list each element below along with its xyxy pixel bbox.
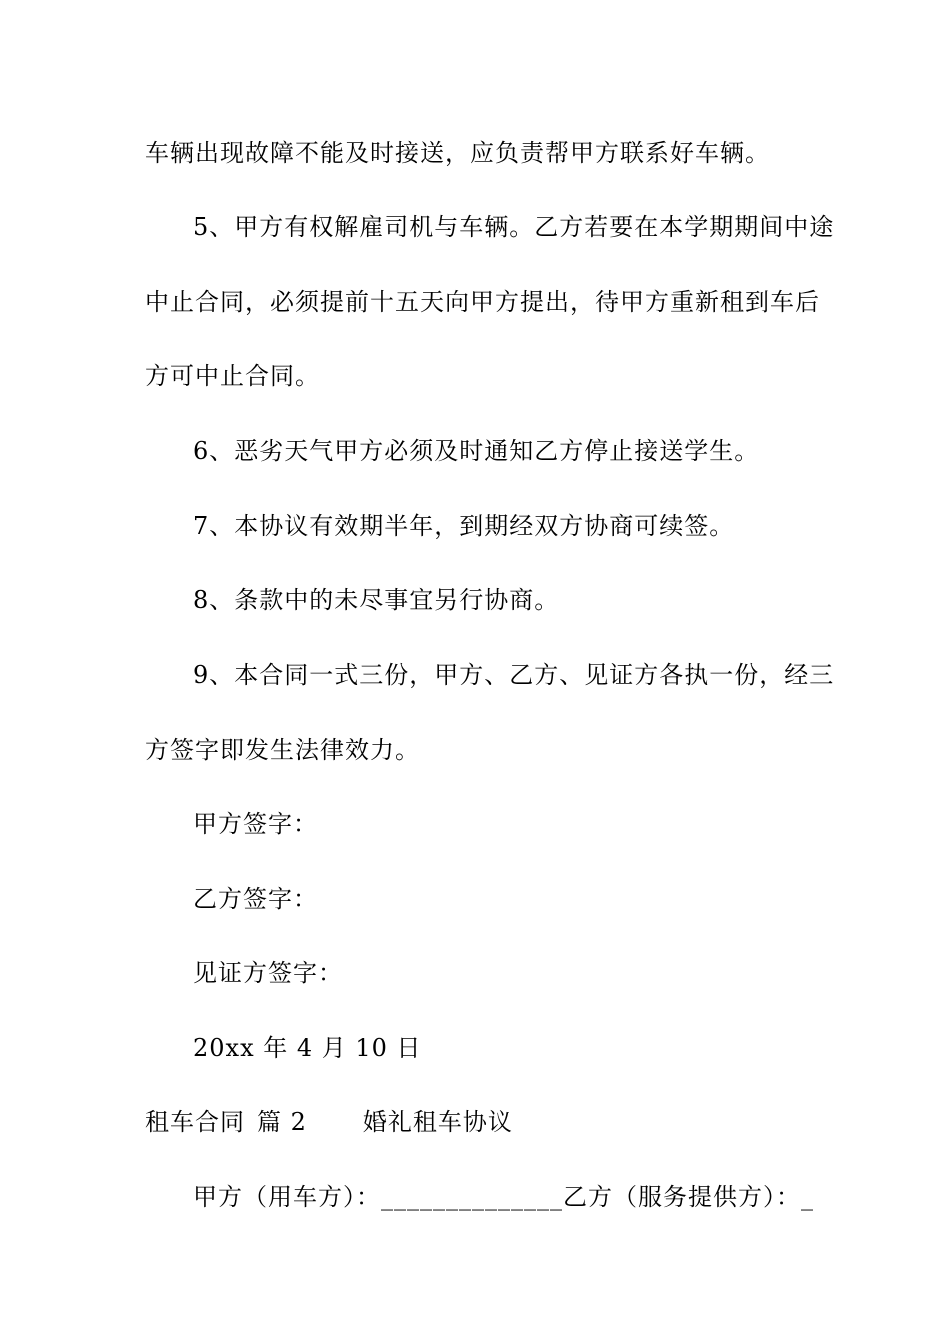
heading-part: 篇 2 [257,1108,307,1136]
parties-line [193,1182,814,1212]
clause-9: 9、本合同一式三份，甲方、乙方、见证方各执一份，经三 [193,661,835,689]
section-heading [145,1107,513,1137]
party-b-label: 乙方（服务提供方）： [563,1183,801,1211]
witness-signature: 见证方签字： [193,959,343,987]
party-b-signature: 乙方签字： [193,885,318,913]
text-line: 车辆出现故障不能及时接送，应负责帮甲方联系好车辆。 [145,139,770,167]
text-line: 中止合同，必须提前十五天向甲方提出，待甲方重新租到车后 [145,288,820,316]
heading-subtitle: 婚礼租车协议 [362,1108,513,1136]
signing-date: 20xx 年 4 月 10 日 [193,1034,422,1062]
party-a-label: 甲方（用车方）： [193,1183,381,1211]
clause-7: 7、本协议有效期半年，到期经双方协商可续签。 [193,512,735,540]
text-line: 方签字即发生法律效力。 [145,736,420,764]
clause-5: 5、甲方有权解雇司机与车辆。乙方若要在本学期期间中途 [193,213,835,241]
clause-6: 6、恶劣天气甲方必须及时通知乙方停止接送学生。 [193,437,760,465]
text-line: 方可中止合同。 [145,362,320,390]
party-a-signature: 甲方签字： [193,810,318,838]
party-b-blank: _ [801,1183,814,1211]
party-a-blank: ______________ [381,1183,563,1211]
heading-title: 租车合同 [145,1108,245,1136]
clause-8: 8、条款中的未尽事宜另行协商。 [193,586,560,614]
